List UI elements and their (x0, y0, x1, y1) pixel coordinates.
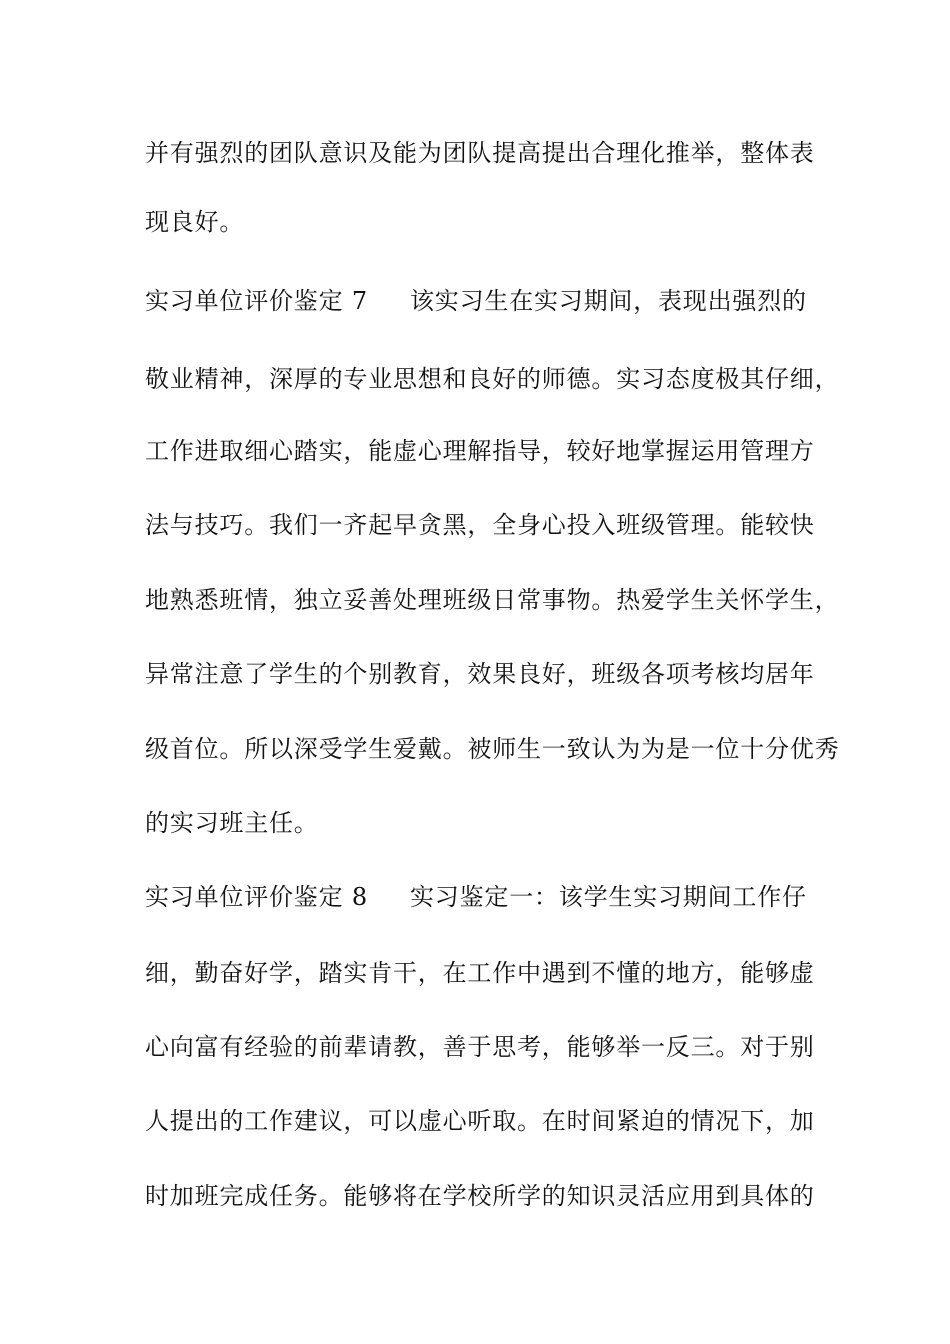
section-text: 实习鉴定一：该学生实习期间工作仔 (410, 883, 807, 911)
paragraph-line: 敬业精神，深厚的专业思想和良好的师德。实习态度极其仔细， (145, 365, 840, 393)
paragraph-line: 的实习班主任。 (145, 809, 319, 837)
section-text: 该实习生在实习期间，表现出强烈的 (410, 287, 807, 315)
paragraph-line: 心向富有经验的前辈请教，善于思考，能够举一反三。对于别 (145, 1033, 815, 1061)
paragraph-line: 工作进取细心踏实，能虚心理解指导，较好地掌握运用管理方 (145, 437, 815, 465)
paragraph-line: 异常注意了学生的个别教育，效果良好，班级各项考核均居年 (145, 660, 815, 688)
paragraph-line: 时加班完成任务。能够将在学校所学的知识灵活应用到具体的 (145, 1182, 815, 1210)
paragraph-line: 并有强烈的团队意识及能为团队提高提出合理化推举，整体表 (145, 139, 815, 167)
paragraph-line: 地熟悉班情，独立妥善处理班级日常事物。热爱学生关怀学生， (145, 586, 840, 614)
section-8-line (145, 882, 807, 912)
paragraph-line: 人提出的工作建议，可以虚心听取。在时间紧迫的情况下，加 (145, 1107, 815, 1135)
paragraph-line: 细，勤奋好学，踏实肯干，在工作中遇到不懂的地方，能够虚 (145, 959, 815, 987)
section-heading: 实习单位评价鉴定 8 (145, 883, 368, 911)
section-7-line (145, 286, 807, 316)
paragraph-line: 级首位。所以深受学生爱戴。被师生一致认为为是一位十分优秀 (145, 735, 840, 763)
paragraph-line: 现良好。 (145, 208, 245, 236)
paragraph-line: 法与技巧。我们一齐起早贪黑，全身心投入班级管理。能较快 (145, 511, 815, 539)
section-heading: 实习单位评价鉴定 7 (145, 287, 368, 315)
